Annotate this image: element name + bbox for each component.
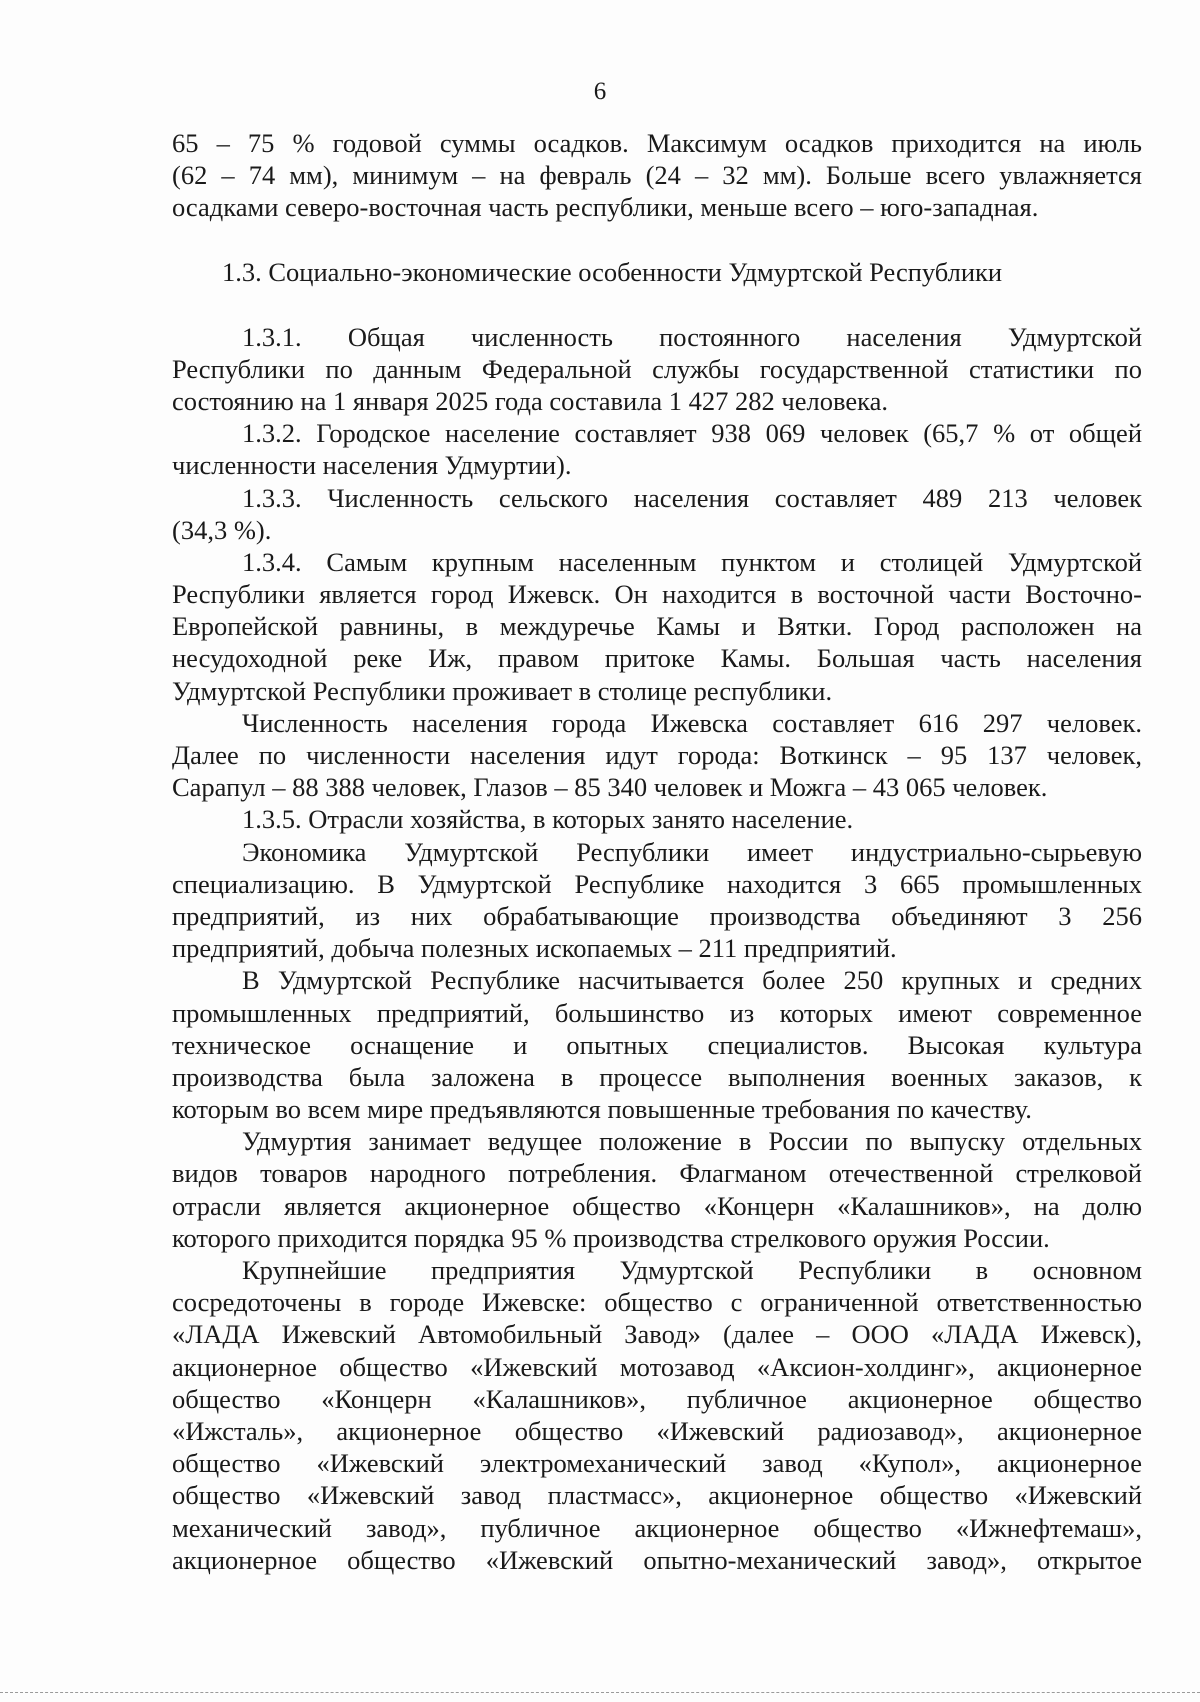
paragraph-1-3-2 <box>172 417 1142 481</box>
section-heading: 1.3. Социально-экономические особенности Удмуртской Республики <box>222 256 1003 287</box>
paragraph-1-3-5 <box>172 803 1142 835</box>
paragraph-largest-enterprises <box>172 1254 1142 1576</box>
text-line: механический завод», публичное акционерное общество «Ижнефтемаш», <box>172 1512 1142 1543</box>
paragraph-izhevsk-population <box>172 707 1142 804</box>
text-line: (34,3 %). <box>172 514 272 545</box>
text-line: Европейской равнины, в междуречье Камы и Вятки. Город расположен на <box>172 611 1142 642</box>
text-line: акционерное общество «Ижевский мотозавод «Аксион-холдинг», акционерное <box>172 1351 1142 1382</box>
text-line: осадками северо-восточная часть республики, меньше всего – юго-западная. <box>172 192 1039 223</box>
text-line: 1.3.3. Численность сельского населения составляет 489 213 человек <box>242 482 1142 513</box>
text-line: производства была заложена в процессе выполнения военных заказов, к <box>172 1061 1142 1092</box>
text-line: предприятий, добыча полезных ископаемых – 211 предприятий. <box>172 933 897 964</box>
text-line: Экономика Удмуртской Республики имеет индустриально-сырьевую <box>242 836 1142 867</box>
text-line: «Ижсталь», акционерное общество «Ижевский радиозавод», акционерное <box>172 1415 1142 1446</box>
text-line: сосредоточены в городе Ижевске: общество с ограниченной ответственностью <box>172 1287 1142 1318</box>
text-line: 1.3.1. Общая численность постоянного населения Удмуртской <box>242 321 1142 352</box>
text-line: которого приходится порядка 95 % производства стрелкового оружия России. <box>172 1222 1050 1253</box>
text-line: Удмуртия занимает ведущее положение в России по выпуску отдельных <box>242 1126 1142 1157</box>
text-line: техническое оснащение и опытных специалистов. Высокая культура <box>172 1029 1142 1060</box>
text-line: состоянию на 1 января 2025 года составила 1 427 282 человека. <box>172 385 888 416</box>
paragraph-large-enterprises <box>172 964 1142 1125</box>
paragraph-1-3-3 <box>172 482 1142 546</box>
text-line: Республики является город Ижевск. Он находится в восточной части Восточно- <box>172 579 1142 610</box>
text-line: Сарапул – 88 388 человек, Глазов – 85 340 человек и Можга – 43 065 человек. <box>172 772 1048 803</box>
text-line: общество «Концерн «Калашников», публичное акционерное общество <box>172 1383 1142 1414</box>
text-line: отрасли является акционерное общество «Концерн «Калашников», на долю <box>172 1190 1142 1221</box>
text-line: 1.3.4. Самым крупным населенным пунктом и столицей Удмуртской <box>242 546 1142 577</box>
text-line: промышленных предприятий, большинство из которых имеют современное <box>172 997 1142 1028</box>
text-line: Республики по данным Федеральной службы государственной статистики по <box>172 353 1142 384</box>
text-line: Крупнейшие предприятия Удмуртской Республики в основном <box>242 1255 1142 1285</box>
text-line: «ЛАДА Ижевский Автомобильный Завод» (далее – ООО «ЛАДА Ижевск), <box>172 1319 1142 1350</box>
page-bottom-edge <box>0 1692 1200 1693</box>
text-line: В Удмуртской Республике насчитывается более 250 крупных и средних <box>242 965 1142 996</box>
text-line: численности населения Удмуртии). <box>172 450 572 481</box>
paragraph-precipitation <box>172 127 1142 224</box>
text-line: 1.3.2. Городское население составляет 938 069 человек (65,7 % от общей <box>242 418 1142 449</box>
paragraph-consumer-goods <box>172 1125 1142 1254</box>
text-line: акционерное общество «Ижевский опытно-механический завод», открытое <box>172 1544 1142 1575</box>
text-line: несудоходной реке Иж, правом притоке Камы. Большая часть населения <box>172 643 1142 674</box>
document-body <box>172 127 1142 1576</box>
text-line: предприятий, из них обрабатывающие производства объединяют 3 256 <box>172 900 1142 931</box>
paragraph-1-3-4 <box>172 546 1142 707</box>
text-line: 65 – 75 % годовой суммы осадков. Максимум осадков приходится на июль <box>172 128 1142 158</box>
text-line: общество «Ижевский завод пластмасс», акционерное общество «Ижевский <box>172 1480 1142 1511</box>
text-line: специализацию. В Удмуртской Республике находится 3 665 промышленных <box>172 868 1142 899</box>
text-line: видов товаров народного потребления. Флагманом отечественной стрелковой <box>172 1158 1142 1189</box>
text-line: (62 – 74 мм), минимум – на февраль (24 – 32 мм). Больше всего увлажняется <box>172 160 1142 191</box>
text-line: Удмуртской Республики проживает в столице республики. <box>172 675 833 706</box>
text-line: общество «Ижевский электромеханический завод «Купол», акционерное <box>172 1448 1142 1479</box>
text-line: Численность населения города Ижевска составляет 616 297 человек. <box>242 707 1142 738</box>
page-number: 6 <box>593 78 607 105</box>
text-line: 1.3.5. Отрасли хозяйства, в которых занято население. <box>242 804 854 835</box>
paragraph-economy <box>172 836 1142 965</box>
text-line: Далее по численности населения идут города: Воткинск – 95 137 человек, <box>172 740 1142 770</box>
paragraph-1-3-1 <box>172 321 1142 418</box>
text-line: которым во всем мире предъявляются повышенные требования по качеству. <box>172 1094 1032 1125</box>
